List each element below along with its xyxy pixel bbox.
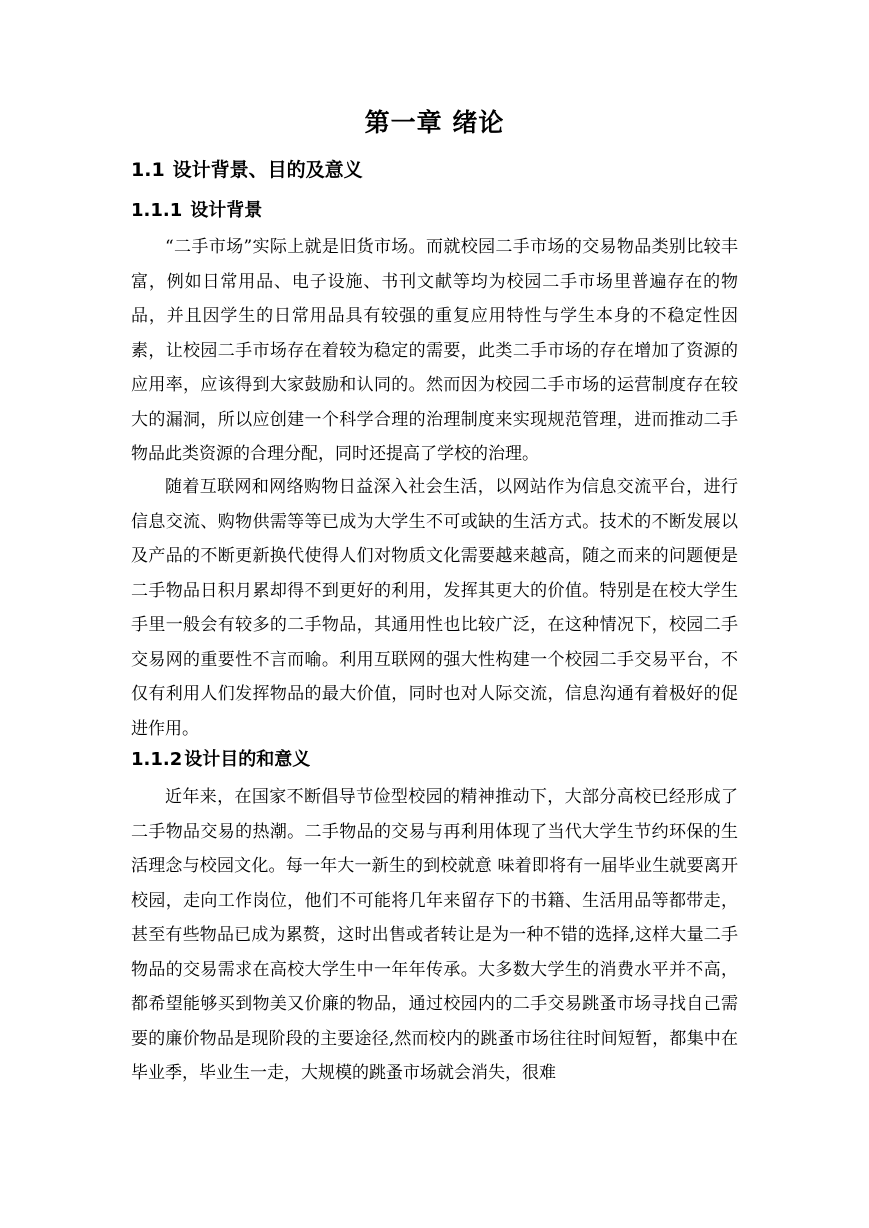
- section-number: 1.1: [131, 159, 165, 181]
- chapter-title: 第一章 绪论: [364, 108, 505, 137]
- subsection-heading-1-1-1: [131, 197, 262, 225]
- subsection-title: 设计目的和意义: [184, 749, 311, 770]
- subsection-heading-1-1-2: [131, 746, 310, 774]
- paragraph-design-purpose: 近年来，在国家不断倡导节俭型校园的精神推动下，大部分高校已经形成了二手物品交易的热潮。二手物品的交易与再利用体现了当代大学生节约环保的生活理念与校园文化。每一年大一新生的到校就意 味着即将有一届毕业生就要离开校园，走向工作岗位，他们不可能将几年来留存下的书籍、生活用品等都带走，甚至有些物品已成为累赘，这时出售或者转让是为一种不错的选择,这样大量二手物品的交易需求在高校大学生中一年年传承。大多数大学生的消费水平并不高，都希望能够买到物美又价廉的物品，通过校园内的二手交易跳蚤市场寻找自己需要的廉价物品是现阶段的主要途径,然而校内的跳蚤市场往往时间短暂，都集中在毕业季，毕业生一走，大规模的跳蚤市场就会消失，很难: [131, 787, 738, 1083]
- subsection-number: 1.1.1: [131, 200, 183, 221]
- section-title: 设计背景、目的及意义: [172, 159, 363, 181]
- paragraph-design-background-2: 随着互联网和网络购物日益深入社会生活，以网站作为信息交流平台，进行信息交流、购物供需等等已成为大学生不可或缺的生活方式。技术的不断发展以及产品的不断更新换代使得人们对物质文化需要越来越高，随之而来的问题便是二手物品日积月累却得不到更好的利用，发挥其更大的价值。特别是在校大学生手里一般会有较多的二手物品，其通用性也比较广泛，在这种情况下，校园二手交易网的重要性不言而喻。利用互联网的强大性构建一个校园二手交易平台，不仅有利用人们发挥物品的最大价值，同时也对人际交流，信息沟通有着极好的促进作用。: [131, 477, 738, 739]
- subsection-title: 设计背景: [190, 200, 263, 221]
- paragraph-design-background-1: “二手市场”实际上就是旧货市场。而就校园二手市场的交易物品类别比较丰富，例如日常用品、电子设施、书刊文献等均为校园二手市场里普遍存在的物品，并且因学生的日常用品具有较强的重复应用特性与学生本身的不稳定性因素，让校园二手市场存在着较为稳定的需要，此类二手市场的存在增加了资源的应用率，应该得到大家鼓励和认同的。然而因为校园二手市场的运营制度存在较大的漏洞，所以应创建一个科学合理的治理制度来实现规范管理，进而推动二手物品此类资源的合理分配，同时还提高了学校的治理。: [131, 237, 738, 464]
- section-heading-1-1: [131, 156, 363, 184]
- subsection-number: 1.1.2: [131, 749, 183, 770]
